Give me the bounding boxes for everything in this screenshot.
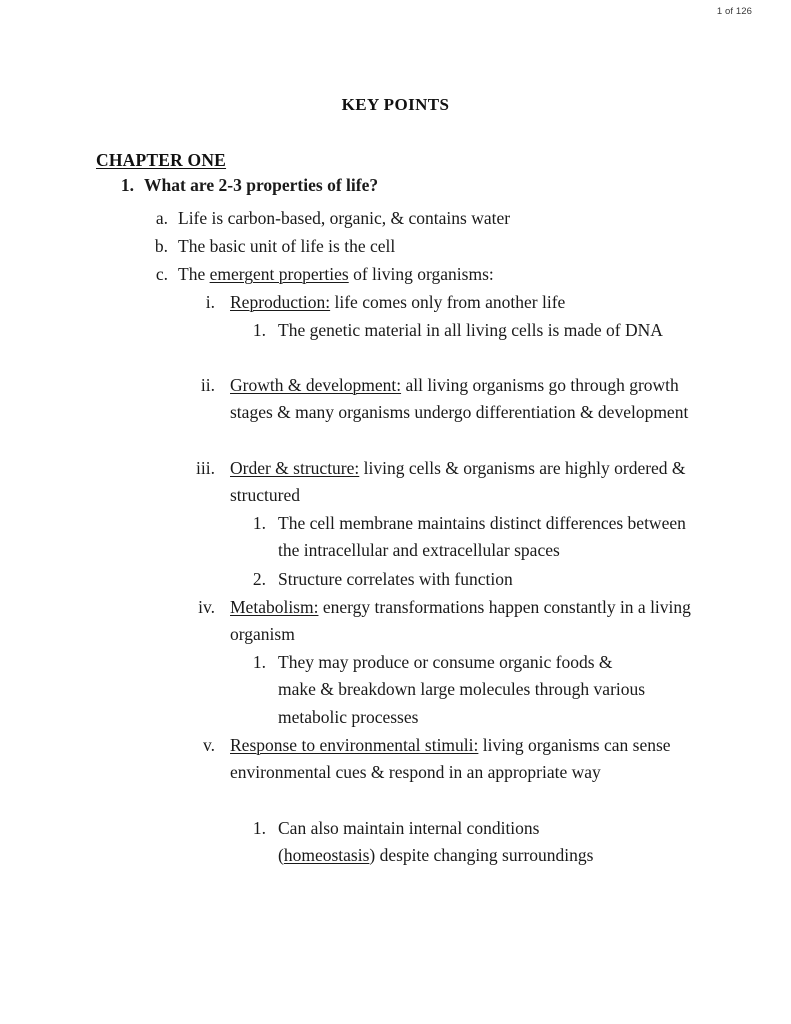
outline-item-b bbox=[152, 233, 712, 260]
text-segment: all living organisms go through growth stages & many organisms undergo differentiation & development bbox=[230, 375, 689, 423]
outline-item-iv bbox=[178, 594, 706, 649]
list-item-text: Life is carbon-based, organic, & contains water bbox=[178, 208, 511, 228]
list-marker: ii. bbox=[200, 375, 215, 395]
list-marker: 1. bbox=[252, 818, 266, 838]
list-marker: 2. bbox=[252, 569, 266, 589]
outline-item-question-1 bbox=[112, 172, 712, 199]
list-item-text: They may produce or consume organic foods & make & breakdown large molecules through various metabolic processes bbox=[278, 652, 646, 727]
list-marker: a. bbox=[155, 208, 168, 228]
list-item-text bbox=[178, 261, 494, 288]
list-marker: iii. bbox=[196, 458, 215, 478]
text-segment: The bbox=[178, 264, 210, 284]
list-marker: 1. bbox=[252, 652, 266, 672]
text-segment: life comes only from another life bbox=[330, 292, 566, 312]
list-marker: c. bbox=[155, 264, 168, 284]
list-marker: 1. bbox=[120, 175, 134, 195]
underlined-term: Reproduction: bbox=[230, 292, 331, 312]
page-title: KEY POINTS bbox=[341, 95, 450, 114]
outline-item-iii-1 bbox=[250, 510, 698, 565]
underlined-term: homeostasis bbox=[283, 845, 370, 866]
underlined-term: Order & structure: bbox=[230, 458, 360, 478]
chapter-heading: CHAPTER ONE bbox=[96, 150, 227, 170]
list-marker: v. bbox=[203, 735, 215, 755]
outline-item-i bbox=[178, 289, 706, 316]
list-item-text bbox=[230, 732, 706, 787]
text-segment: Can also maintain internal conditions ( bbox=[278, 818, 540, 866]
list-item-text: What are 2-3 properties of life? bbox=[144, 175, 379, 195]
outline-item-i-1 bbox=[250, 317, 670, 344]
outline-item-ii bbox=[178, 372, 706, 427]
list-item-text bbox=[230, 594, 706, 649]
underlined-term: emergent properties bbox=[209, 264, 349, 284]
list-marker: b. bbox=[154, 236, 168, 256]
text-segment: living cells & organisms are highly ordered & structured bbox=[230, 458, 686, 506]
list-item-text: The basic unit of life is the cell bbox=[178, 236, 396, 256]
list-item-text: Structure correlates with function bbox=[278, 569, 513, 589]
text-segment: ) despite changing surroundings bbox=[369, 845, 594, 866]
list-item-text bbox=[278, 815, 630, 870]
list-item-text: The genetic material in all living cells is made of DNA bbox=[278, 320, 663, 340]
outline-item-iii-2 bbox=[250, 566, 706, 593]
outline-item-v bbox=[178, 732, 706, 787]
underlined-term: Metabolism: bbox=[230, 597, 319, 617]
underlined-term: Response to environmental stimuli: bbox=[230, 735, 479, 755]
text-segment: living organisms can sense environmental cues & respond in an appropriate way bbox=[230, 735, 671, 783]
list-marker: iv. bbox=[198, 597, 215, 617]
outline-item-iii bbox=[178, 455, 706, 510]
list-marker: i. bbox=[205, 292, 215, 312]
list-item-text: The cell membrane maintains distinct differences between the intracellular and extracellular spaces bbox=[278, 513, 686, 561]
list-marker: 1. bbox=[252, 320, 266, 340]
text-segment: energy transformations happen constantly in a living organism bbox=[230, 597, 691, 645]
outline-item-iv-1 bbox=[250, 649, 650, 731]
list-item-text bbox=[230, 289, 565, 316]
list-marker: 1. bbox=[252, 513, 266, 533]
list-item-text bbox=[230, 455, 706, 510]
outline-item-v-1 bbox=[250, 815, 630, 870]
page-indicator: 1 of 126 bbox=[716, 6, 752, 17]
outline-item-a bbox=[152, 205, 712, 232]
outline-item-c bbox=[152, 261, 712, 288]
list-item-text bbox=[230, 372, 706, 427]
text-segment: of living organisms: bbox=[348, 264, 494, 284]
underlined-term: Growth & development: bbox=[230, 375, 402, 395]
